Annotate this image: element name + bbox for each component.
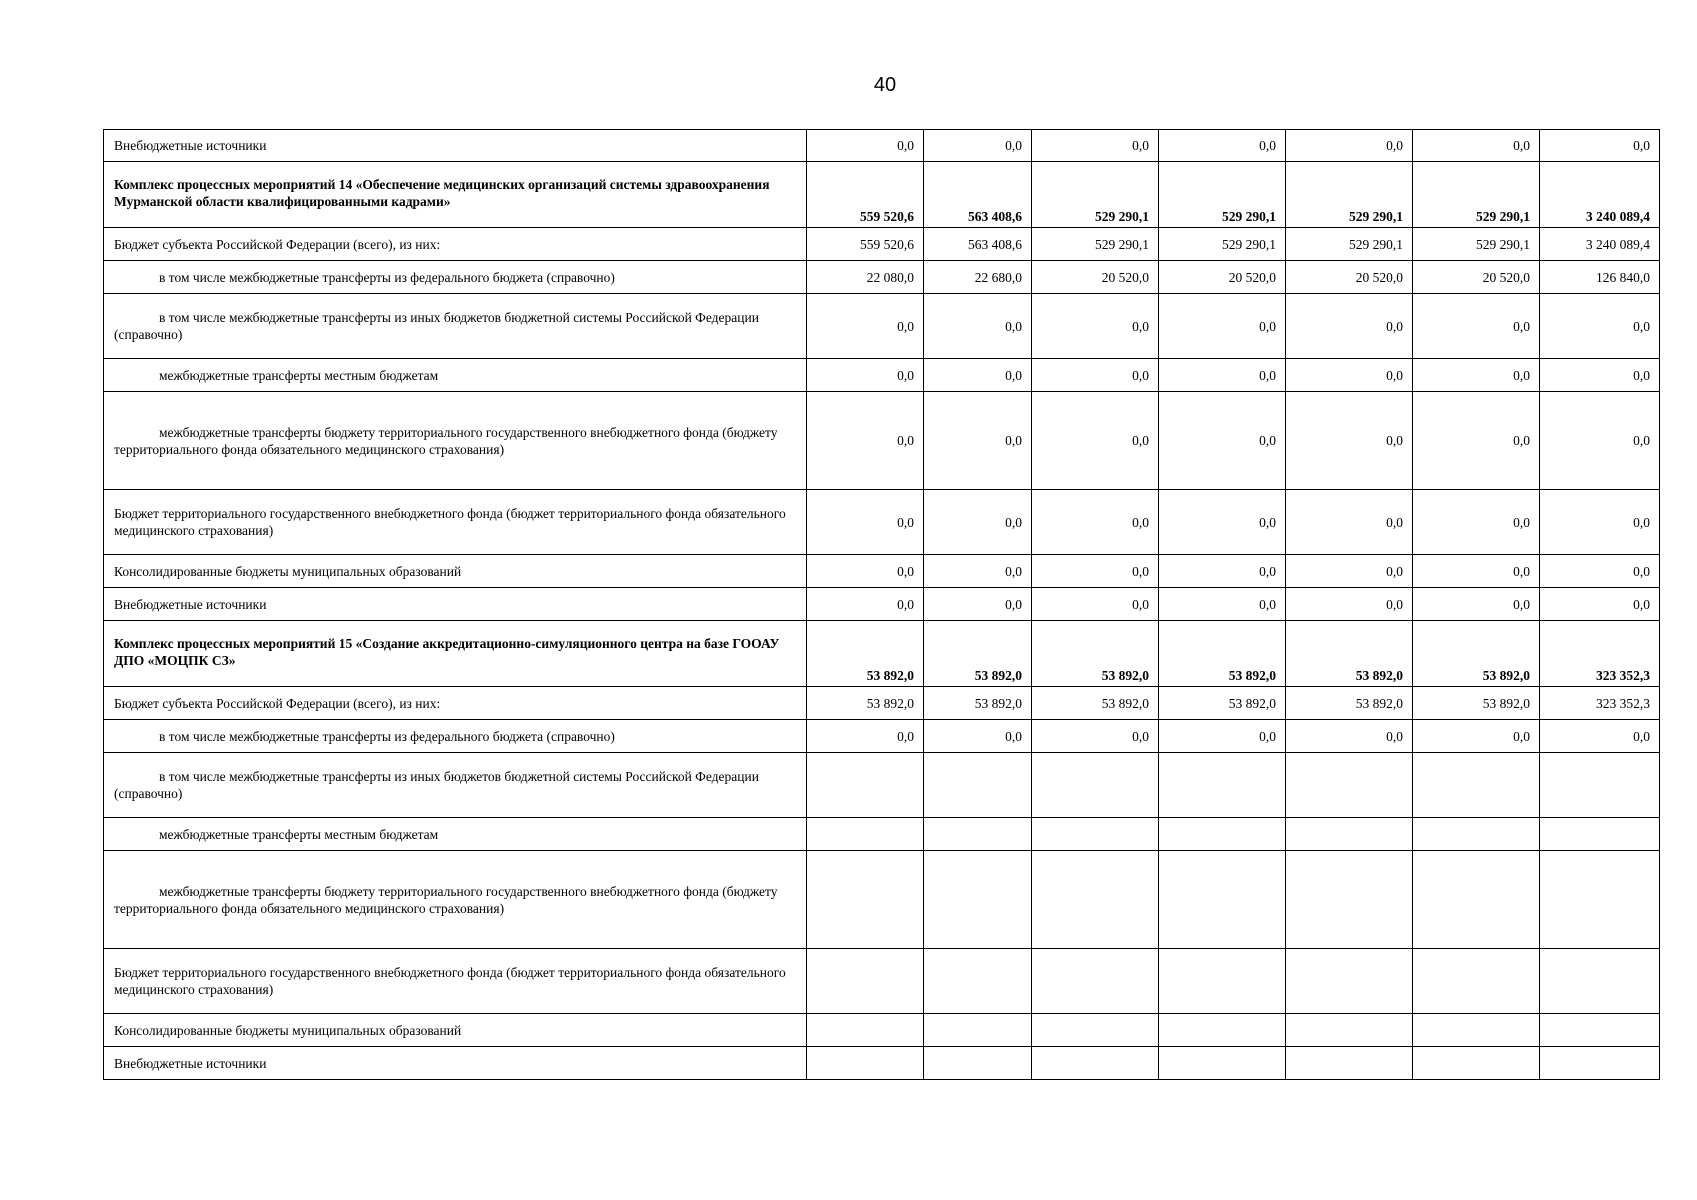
cell-value: 559 520,6 bbox=[807, 228, 924, 261]
cell-value bbox=[807, 818, 924, 851]
cell-value: 0,0 bbox=[1286, 392, 1413, 490]
cell-value: 0,0 bbox=[1286, 359, 1413, 392]
row-label: в том числе межбюджетные трансферты из федерального бюджета (справочно) bbox=[104, 261, 807, 294]
cell-value: 22 680,0 bbox=[924, 261, 1032, 294]
cell-value: 53 892,0 bbox=[1159, 621, 1286, 687]
cell-value: 0,0 bbox=[1413, 130, 1540, 162]
cell-value: 563 408,6 bbox=[924, 162, 1032, 228]
cell-value: 20 520,0 bbox=[1413, 261, 1540, 294]
cell-value bbox=[1032, 818, 1159, 851]
cell-value bbox=[1540, 949, 1660, 1014]
cell-value: 559 520,6 bbox=[807, 162, 924, 228]
cell-value: 20 520,0 bbox=[1159, 261, 1286, 294]
table-row bbox=[104, 720, 1660, 753]
cell-value: 53 892,0 bbox=[1159, 687, 1286, 720]
cell-value bbox=[924, 949, 1032, 1014]
cell-value: 323 352,3 bbox=[1540, 621, 1660, 687]
cell-value: 53 892,0 bbox=[807, 621, 924, 687]
cell-value: 0,0 bbox=[924, 720, 1032, 753]
cell-value bbox=[924, 1014, 1032, 1047]
cell-value: 0,0 bbox=[1032, 588, 1159, 621]
cell-value: 20 520,0 bbox=[1286, 261, 1413, 294]
budget-table-body bbox=[104, 130, 1660, 1080]
cell-value bbox=[1032, 1014, 1159, 1047]
cell-value: 0,0 bbox=[807, 294, 924, 359]
table-row bbox=[104, 1014, 1660, 1047]
row-label: Консолидированные бюджеты муниципальных образований bbox=[104, 555, 807, 588]
cell-value: 20 520,0 bbox=[1032, 261, 1159, 294]
cell-value: 0,0 bbox=[1540, 490, 1660, 555]
cell-value bbox=[1286, 851, 1413, 949]
cell-value: 0,0 bbox=[1032, 490, 1159, 555]
cell-value bbox=[1159, 851, 1286, 949]
cell-value bbox=[1540, 818, 1660, 851]
cell-value: 3 240 089,4 bbox=[1540, 162, 1660, 228]
cell-value: 53 892,0 bbox=[1413, 621, 1540, 687]
row-label: Внебюджетные источники bbox=[104, 588, 807, 621]
cell-value bbox=[1032, 753, 1159, 818]
table-row bbox=[104, 555, 1660, 588]
row-label bbox=[104, 162, 807, 228]
cell-value: 0,0 bbox=[1413, 359, 1540, 392]
cell-value: 0,0 bbox=[807, 588, 924, 621]
cell-value: 3 240 089,4 bbox=[1540, 228, 1660, 261]
cell-value: 0,0 bbox=[1286, 294, 1413, 359]
cell-value: 0,0 bbox=[1032, 359, 1159, 392]
row-label: Бюджет субъекта Российской Федерации (всего), из них: bbox=[104, 687, 807, 720]
cell-value: 0,0 bbox=[1159, 555, 1286, 588]
table-row bbox=[104, 261, 1660, 294]
cell-value: 0,0 bbox=[1286, 555, 1413, 588]
cell-value: 0,0 bbox=[807, 555, 924, 588]
cell-value bbox=[1413, 1047, 1540, 1080]
cell-value bbox=[1413, 818, 1540, 851]
cell-value: 0,0 bbox=[1159, 294, 1286, 359]
row-label: межбюджетные трансферты бюджету территориального государственного внебюджетного фонда (бюджету территориального фонда обязательного медицинского страхования) bbox=[104, 392, 807, 490]
cell-value: 0,0 bbox=[1032, 294, 1159, 359]
cell-value: 0,0 bbox=[1540, 588, 1660, 621]
row-label: в том числе межбюджетные трансферты из иных бюджетов бюджетной системы Российской Федерации (справочно) bbox=[104, 294, 807, 359]
cell-value: 0,0 bbox=[807, 490, 924, 555]
cell-value: 563 408,6 bbox=[924, 228, 1032, 261]
cell-value: 0,0 bbox=[1159, 588, 1286, 621]
cell-value bbox=[1413, 1014, 1540, 1047]
cell-value: 529 290,1 bbox=[1413, 162, 1540, 228]
cell-value: 529 290,1 bbox=[1032, 228, 1159, 261]
cell-value bbox=[924, 851, 1032, 949]
table-row bbox=[104, 818, 1660, 851]
cell-value: 53 892,0 bbox=[807, 687, 924, 720]
cell-value bbox=[1159, 1014, 1286, 1047]
cell-value bbox=[1032, 949, 1159, 1014]
cell-value: 0,0 bbox=[807, 130, 924, 162]
row-label: Внебюджетные источники bbox=[104, 130, 807, 162]
table-row bbox=[104, 130, 1660, 162]
table-row bbox=[104, 392, 1660, 490]
table-row bbox=[104, 1047, 1660, 1080]
cell-value bbox=[924, 753, 1032, 818]
row-label: межбюджетные трансферты местным бюджетам bbox=[104, 359, 807, 392]
cell-value bbox=[1159, 753, 1286, 818]
cell-value: 0,0 bbox=[924, 490, 1032, 555]
cell-value bbox=[924, 818, 1032, 851]
cell-value: 53 892,0 bbox=[1286, 687, 1413, 720]
cell-value: 0,0 bbox=[1413, 392, 1540, 490]
cell-value: 53 892,0 bbox=[924, 687, 1032, 720]
table-row bbox=[104, 490, 1660, 555]
cell-value: 0,0 bbox=[1540, 720, 1660, 753]
table-row bbox=[104, 359, 1660, 392]
cell-value: 0,0 bbox=[807, 359, 924, 392]
cell-value bbox=[1286, 818, 1413, 851]
cell-value bbox=[807, 851, 924, 949]
cell-value: 0,0 bbox=[1286, 720, 1413, 753]
cell-value: 529 290,1 bbox=[1159, 162, 1286, 228]
budget-table bbox=[103, 129, 1660, 1080]
cell-value bbox=[1286, 949, 1413, 1014]
cell-value: 0,0 bbox=[1540, 294, 1660, 359]
table-row bbox=[104, 162, 1660, 228]
cell-value bbox=[1159, 949, 1286, 1014]
cell-value: 323 352,3 bbox=[1540, 687, 1660, 720]
cell-value: 0,0 bbox=[1413, 720, 1540, 753]
cell-value bbox=[807, 753, 924, 818]
cell-value: 529 290,1 bbox=[1286, 228, 1413, 261]
cell-value: 0,0 bbox=[1159, 490, 1286, 555]
cell-value: 0,0 bbox=[924, 588, 1032, 621]
cell-value bbox=[1032, 851, 1159, 949]
cell-value: 0,0 bbox=[1413, 490, 1540, 555]
cell-value bbox=[807, 1014, 924, 1047]
row-label: Бюджет субъекта Российской Федерации (всего), из них: bbox=[104, 228, 807, 261]
cell-value bbox=[1413, 851, 1540, 949]
table-row bbox=[104, 588, 1660, 621]
cell-value: 53 892,0 bbox=[924, 621, 1032, 687]
cell-value: 0,0 bbox=[1032, 555, 1159, 588]
cell-value: 0,0 bbox=[924, 392, 1032, 490]
table-row bbox=[104, 621, 1660, 687]
cell-value: 53 892,0 bbox=[1413, 687, 1540, 720]
cell-value: 529 290,1 bbox=[1032, 162, 1159, 228]
cell-value: 0,0 bbox=[1032, 720, 1159, 753]
cell-value: 0,0 bbox=[1286, 490, 1413, 555]
row-label: Внебюджетные источники bbox=[104, 1047, 807, 1080]
cell-value: 0,0 bbox=[1159, 130, 1286, 162]
cell-value: 0,0 bbox=[1032, 130, 1159, 162]
cell-value: 0,0 bbox=[1286, 588, 1413, 621]
row-label: Бюджет территориального государственного внебюджетного фонда (бюджет территориального фонда обязательного медицинского страхования) bbox=[104, 490, 807, 555]
cell-value: 22 080,0 bbox=[807, 261, 924, 294]
row-label: в том числе межбюджетные трансферты из иных бюджетов бюджетной системы Российской Федерации (справочно) bbox=[104, 753, 807, 818]
cell-value: 0,0 bbox=[924, 359, 1032, 392]
row-label: Бюджет территориального государственного внебюджетного фонда (бюджет территориального фонда обязательного медицинского страхования) bbox=[104, 949, 807, 1014]
row-label-text: Комплекс процессных мероприятий 15 «Создание аккредитационно-симуляционного центра на базе ГООАУ ДПО «МОЦПК СЗ» bbox=[114, 636, 780, 668]
table-row bbox=[104, 687, 1660, 720]
cell-value: 0,0 bbox=[924, 130, 1032, 162]
cell-value bbox=[1540, 1047, 1660, 1080]
cell-value: 53 892,0 bbox=[1032, 621, 1159, 687]
cell-value bbox=[1286, 753, 1413, 818]
cell-value bbox=[1413, 949, 1540, 1014]
cell-value: 0,0 bbox=[1159, 720, 1286, 753]
cell-value bbox=[1286, 1014, 1413, 1047]
cell-value: 0,0 bbox=[1159, 359, 1286, 392]
cell-value: 0,0 bbox=[1413, 294, 1540, 359]
cell-value: 0,0 bbox=[1286, 130, 1413, 162]
row-label: Консолидированные бюджеты муниципальных образований bbox=[104, 1014, 807, 1047]
cell-value: 0,0 bbox=[807, 392, 924, 490]
cell-value: 0,0 bbox=[924, 555, 1032, 588]
cell-value: 529 290,1 bbox=[1159, 228, 1286, 261]
cell-value bbox=[1413, 753, 1540, 818]
cell-value: 0,0 bbox=[1540, 555, 1660, 588]
cell-value bbox=[1540, 753, 1660, 818]
page-number: 40 bbox=[873, 74, 897, 96]
row-label bbox=[104, 621, 807, 687]
cell-value bbox=[1159, 818, 1286, 851]
table-row bbox=[104, 753, 1660, 818]
cell-value: 0,0 bbox=[807, 720, 924, 753]
cell-value: 0,0 bbox=[1540, 130, 1660, 162]
cell-value: 53 892,0 bbox=[1286, 621, 1413, 687]
row-label-text: Комплекс процессных мероприятий 14 «Обеспечение медицинских организаций системы здравоохранения Мурманской области квалифицированными кадрами» bbox=[114, 177, 770, 209]
row-label: в том числе межбюджетные трансферты из федерального бюджета (справочно) bbox=[104, 720, 807, 753]
cell-value bbox=[1159, 1047, 1286, 1080]
cell-value: 0,0 bbox=[1159, 392, 1286, 490]
cell-value: 0,0 bbox=[1540, 359, 1660, 392]
cell-value bbox=[1540, 851, 1660, 949]
cell-value bbox=[1540, 1014, 1660, 1047]
table-row bbox=[104, 228, 1660, 261]
cell-value bbox=[807, 949, 924, 1014]
cell-value: 0,0 bbox=[1413, 588, 1540, 621]
cell-value: 0,0 bbox=[924, 294, 1032, 359]
cell-value: 529 290,1 bbox=[1286, 162, 1413, 228]
cell-value bbox=[1032, 1047, 1159, 1080]
cell-value: 529 290,1 bbox=[1413, 228, 1540, 261]
table-row bbox=[104, 851, 1660, 949]
cell-value: 53 892,0 bbox=[1032, 687, 1159, 720]
cell-value bbox=[1286, 1047, 1413, 1080]
row-label: межбюджетные трансферты бюджету территориального государственного внебюджетного фонда (бюджету территориального фонда обязательного медицинского страхования) bbox=[104, 851, 807, 949]
row-label: межбюджетные трансферты местным бюджетам bbox=[104, 818, 807, 851]
cell-value bbox=[807, 1047, 924, 1080]
table-row bbox=[104, 949, 1660, 1014]
cell-value: 0,0 bbox=[1540, 392, 1660, 490]
cell-value: 0,0 bbox=[1413, 555, 1540, 588]
cell-value: 0,0 bbox=[1032, 392, 1159, 490]
table-row bbox=[104, 294, 1660, 359]
cell-value bbox=[924, 1047, 1032, 1080]
cell-value: 126 840,0 bbox=[1540, 261, 1660, 294]
